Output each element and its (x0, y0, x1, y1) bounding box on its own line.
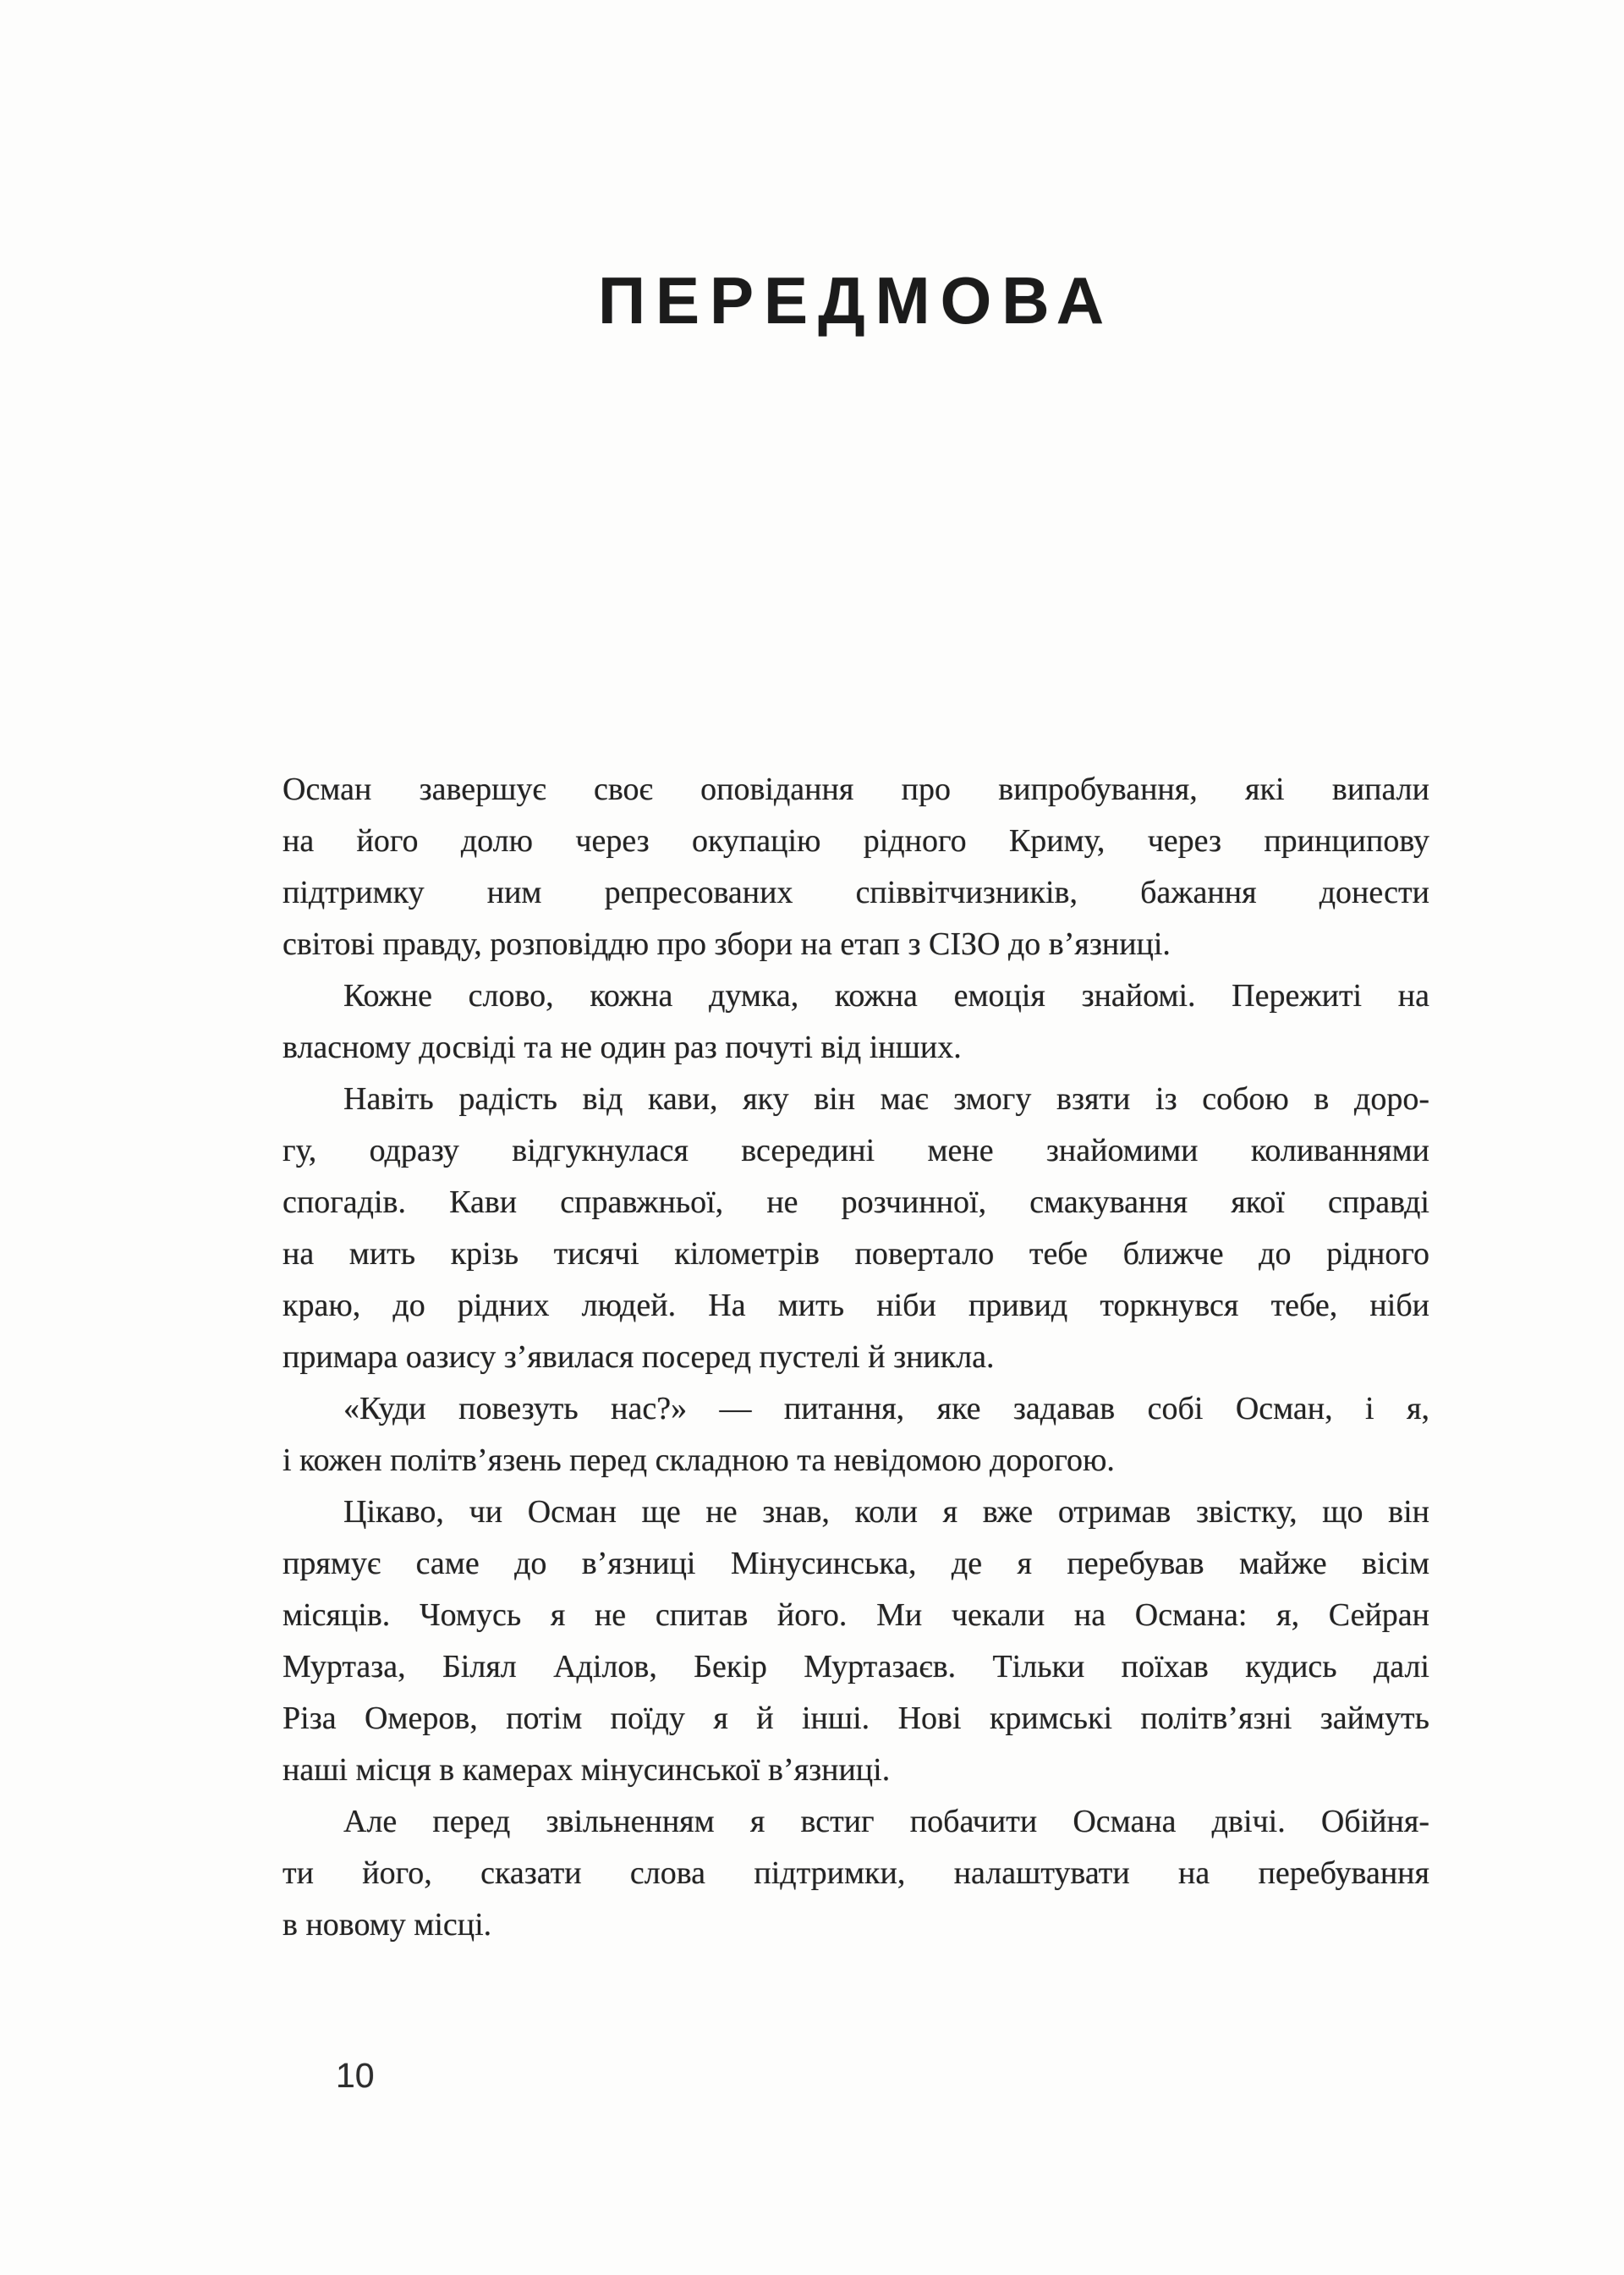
text-line: наші місця в камерах мінусинської в’язниці. (283, 1752, 891, 1788)
text-line: Муртаза, Білял Аділов, Бекір Муртазаєв. Тільки поїхав кудись далі (283, 1649, 1429, 1684)
text-line: примара оазису з’явилася посеред пустелі й зникла. (283, 1339, 995, 1375)
text-line: Різа Омеров, потім поїду я й інші. Нові кримські політв’язні займуть (283, 1701, 1429, 1736)
text-line: ти його, сказати слова підтримки, налаштувати на перебування (283, 1855, 1429, 1891)
paragraph (283, 1486, 1429, 1796)
paragraph (283, 1074, 1429, 1383)
text-line: гу, одразу відгукнулася всередині мене знайомими коливаннями (283, 1133, 1429, 1168)
text-line: і кожен політв’язень перед складною та невідомою дорогою. (283, 1442, 1115, 1478)
chapter-title: ПЕРЕДМОВА (597, 263, 1115, 338)
paragraph (283, 970, 1429, 1074)
text-line: підтримку ним репресованих співвітчизників, бажання донести (283, 875, 1429, 910)
text-line: власному досвіді та не один раз почуті від інших. (283, 1030, 962, 1065)
text-line: Цікаво, чи Осман ще не знав, коли я вже отримав звістку, що він (343, 1494, 1429, 1530)
text-line: на мить крізь тисячі кілометрів повертало тебе ближче до рідного (283, 1236, 1429, 1272)
text-line: місяців. Чомусь я не спитав його. Ми чекали на Османа: я, Сейран (283, 1597, 1429, 1633)
body-text (283, 764, 1429, 1951)
page-number: 10 (336, 2056, 375, 2095)
text-line: на його долю через окупацію рідного Криму, через принципову (283, 823, 1429, 859)
paragraph (283, 764, 1429, 970)
text-line: краю, до рідних людей. На мить ніби привид торкнувся тебе, ніби (283, 1288, 1429, 1323)
text-line: «Куди повезуть нас?» — питання, яке задавав собі Осман, і я, (343, 1391, 1429, 1426)
text-line: світові правду, розповіддю про збори на етап з СІЗО до в’язниці. (283, 926, 1171, 962)
paragraph (283, 1796, 1429, 1951)
paragraph (283, 1383, 1429, 1486)
text-line: Осман завершує своє оповідання про випробування, які випали (283, 772, 1429, 807)
text-line: прямує саме до в’язниці Мінусинська, де я перебував майже вісім (283, 1546, 1429, 1581)
text-line: Навіть радість від кави, яку він має змогу взяти із собою в доро- (343, 1081, 1429, 1117)
text-line: Але перед звільненням я встиг побачити Османа двічі. Обійня- (343, 1804, 1429, 1839)
text-line: спогадів. Кави справжньої, не розчинної, смакування якої справді (283, 1184, 1429, 1220)
text-line: Кожне слово, кожна думка, кожна емоція знайомі. Пережиті на (343, 978, 1429, 1014)
text-line: в новому місці. (283, 1907, 492, 1943)
